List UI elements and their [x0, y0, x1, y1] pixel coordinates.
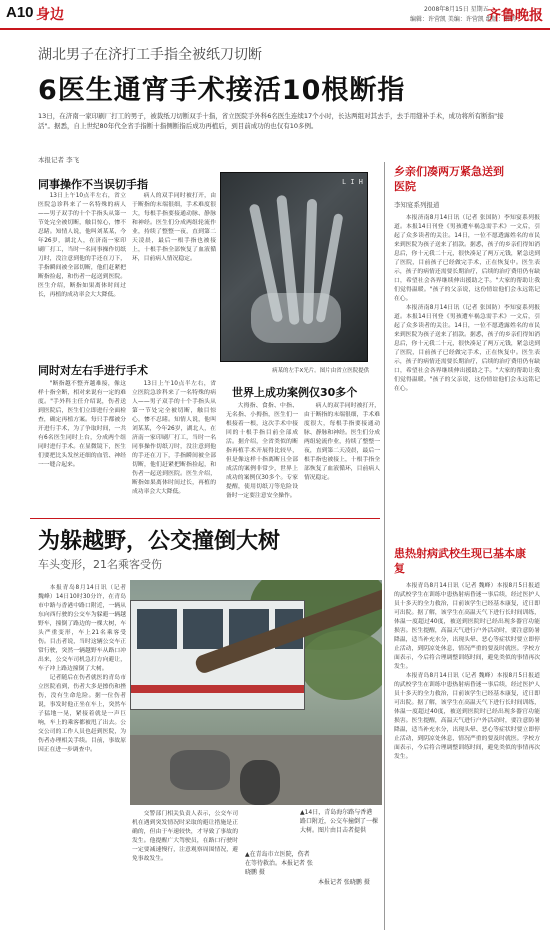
bus-accident-photo [130, 580, 382, 805]
sidebar-headline-2: 患热射病武校生现已基本康复 [394, 547, 526, 575]
page-number: A10 [6, 4, 34, 21]
body-col-3: "断指越不整齐越难接，像这样十指全断，相对来说有一定的难度。"手外科主任介绍说，伤者送到医院后，医生们立即进行全面检查，确定再植方案。每只手都被分开进行手术，为了争取时间，一共有6名医生同时上台，分成两个组同时进行手术。在显微镜下，医生们要把比头发丝还细的血管、神经一一缝合起来。 [38, 381, 126, 468]
body-col-4: 13日上午10点半左右，省立医院急诊科来了一名特殊的病人——男子双手的十个手指头从第一节处完全被切断，触目惊心，惨不忍睹。知情人说，他叫刘某某，今年26岁，湖北人，在济南一家印刷厂打工，当时一名同事操作切纸刀时，没注意到他的手还在刀下，手指瞬间被全部切断，他们赶紧把断指捡起，和伤者一起送到医院。医生介绍，断指如果离体时间过长，再植的成功率会大大降低。 [132, 381, 216, 495]
body-col-5: 大拇指、食指、中指、无名指、小拇指，医生们一根接着一根，这次手术中接回的十根手指目前全部成活。据介绍，全省类似的断指再植手术开展得比较早，但是像这样十指离断且全部成活的案例非常少，世界上成功的案例仅30多个。专家提醒，使用切纸刀等危险设备时一定要注意安全操作。 [226, 403, 298, 499]
xray-label: L I H [341, 179, 363, 187]
bus-subheadline: 车头变形，21名乘客受伤 [38, 558, 162, 571]
xray-caption: 病某的左手X光片。图片由省立医院提供 [272, 368, 370, 374]
story-kicker: 湖北男子在济打工手指全被纸刀切断 [38, 47, 262, 63]
story-headline: 6医生通宵手术接活10根断指 [38, 75, 406, 106]
body-col-6: 病人的双手同时被打开，由于断指的末端很细，手术难度很大，每根手指要接通动脉、静脉和神经。医生们分成两组轮流作业，持续了整整一夜，直到第二天凌晨，最后一根手指也被接上，十根手指全部恢复了血液循环，目前病人情况稳定。 [304, 403, 380, 481]
sidebar-byline-1: 李知宴系列报道 [394, 201, 440, 209]
sidebar-body-2: 本报青岛8月14日讯（记者 魏峰）本报8月5日报道的武校学生在训练中患热射病昏迷一事后续，经过医护人员十多天的全力救治，目前该学生已经基本康复，近日即可出院。据了解，该学生在高温天气下进行长时间训练，体温一度超过40度，被送到医院时已经出现多器官功能损害。医生提醒，高温天气进行户外活动时，要注意防暑降温，适当补充水分，出现头晕、恶心等症状时要立即停止活动，到阴凉处休息，情况严重的要及时就医。学校方面表示，今后将合理调整训练时间，避免类似的事情再次发生。 本报青岛8月14日讯（记者 魏峰）本报8月5日报道的武校学生在训练中患热射病昏迷一事后续，经过医护人员十多天的全力救治，目前该学生已经基本康复，近日即可出院。据了解，该学生在高温天气下进行长时间训练，体温一度超过40度，被送到医院时已经出现多器官功能损害。医生提醒，高温天气进行户外活动时，要注意防暑降温，适当补充水分，出现头晕、恶心等症状时要立即停止活动，到阴凉处休息，情况严重的要及时就医。学校方面表示，今后将合理调整训练时间，避免类似的事情再次发生。 [394, 583, 540, 760]
story-byline: 本报记者 李飞 [38, 156, 80, 164]
bus-body-2: 交警部门相关负责人表示，公交车司机在遇到突发情况时采取的避让措施是正确的，但由于车速较快，才导致了事故的发生。他提醒广大驾驶员，在路口行驶时一定要减速慢行，注意观察周围情况，避免事故发生。 [132, 811, 238, 862]
subhead-2: 同时对左右手进行手术 [38, 364, 148, 377]
hospital-photo-caption: ▲在青岛市立医院，伤者在等待救治。本报记者 张晓鹏 摄 [245, 851, 313, 876]
newspaper-logo: 齐鲁晚报 [487, 8, 543, 24]
sidebar-body-1: 本报济南8月14日讯（记者 张国防）李知宴系列报道。本报14日刊登《男孩遭车祸急需手术》一文后，引起了众多读者的关注。14日，一位不愿透露姓名的市民来到医院为孩子送来了捐款。据悉，孩子的乡亲们得知消息后，你十元我二十元，很快凑足了两万元钱，紧急送到了医院，目前孩子已经做完手术，正在恢复中。医生表示，孩子的病情还需要长期治疗，后续的治疗费用仍有缺口，希望社会各界继续伸出援助之手。"大家的帮助让我们觉得温暖。"孩子的父亲说，这份情谊他们会永远铭记在心。 本报济南8月14日讯（记者 张国防）李知宴系列报道。本报14日刊登《男孩遭车祸急需手术》一文后，引起了众多读者的关注。14日，一位不愿透露姓名的市民来到医院为孩子送来了捐款。据悉，孩子的乡亲们得知消息后，你十元我二十元，很快凑足了两万元钱，紧急送到了医院，目前孩子已经做完手术，正在恢复中。医生表示，孩子的病情还需要长期治疗，后续的治疗费用仍有缺口，希望社会各界继续伸出援助之手。"大家的帮助让我们觉得温暖。"孩子的父亲说，这份情谊他们会永远铭记在心。 [394, 215, 540, 392]
sidebar-headline-1: 乡亲们凑两万紧急送到医院 [394, 165, 504, 193]
page-header [0, 0, 550, 30]
issue-date: 2008年8月15日 星期五 [424, 6, 489, 13]
subhead-3: 世界上成功案例仅30多个 [232, 386, 358, 399]
body-col-2: 病人的双手同时被打开，由于断指的末端很细，手术难度很大，每根手指要接通动脉、静脉和神经。医生们分成两组轮流作业，持续了整整一夜，直到第二天凌晨，最后一根手指也被接上，十根手指全部恢复了血液循环，目前病人情况稳定。 [132, 193, 216, 262]
photo-credit: 本报记者 张晓鹏 摄 [318, 879, 370, 886]
subhead-1: 同事操作不当误切手指 [38, 178, 148, 191]
xray-photo [220, 172, 368, 362]
bus-photo-caption: ▲14日，青岛海尔路与香港路口附近，公交车撞倒了一棵大树。图片由目击者提供 [300, 809, 379, 834]
story-lead: 13日，在济南一家印刷厂打工的男子，被裁纸刀切断双手十指，省立医院手外科6名医生连续17个小时，长达两组对其去手，去手用缝补手术，成功将所有断指"接活"。据悉，自上世纪80年代全省手指断十指侧断指后成功再植后，到目前成功的也仅有10多例。 [38, 112, 504, 130]
section-rule [30, 518, 380, 519]
editor-credits: 编辑：许营凯 美编：许营凯 组版：秦明 [410, 16, 516, 23]
section-name: 身边 [36, 7, 64, 23]
sidebar-divider [384, 162, 385, 930]
body-col-1: 13日上午10点半左右，省立医院急诊科来了一名特殊的病人——男子双手的十个手指头从第一节处完全被切断，触目惊心，惨不忍睹。知情人说，他叫刘某某，今年26岁，湖北人，在济南一家印刷厂打工，当时一名同事操作切纸刀时，没注意到他的手还在刀下，手指瞬间被全部切断，他们赶紧把断指捡起，和伤者一起送到医院。医生介绍，断指如果离体时间过长，再植的成功率会大大降低。 [38, 193, 126, 298]
bus-body-1: 本报青岛8月14日讯（记者 魏峰）14日10时30分许，在青岛市中路与香港中路口附近，一辆从东向西行驶的公交车为躲避一辆越野车，撞倒了路边的一棵大树，车头严重变形，车上21名乘客受伤。目击者说，当时这辆公交车正常行驶，突然一辆越野车从路口冲出来，公交车司机急打方向避让，车子冲上路边撞倒了大树。 记者随后在伤者就医的青岛市立医院看到，伤者大多是擦伤和挫伤，没有生命危险。据一位伤者说，事发时他正坐在车上，突然车子猛地一晃，紧接着就是一声巨响，车上的乘客都被甩了出去。公交公司的工作人员也赶到医院，为伤者办理相关手续。目前，事故原因正在进一步调查中。 [38, 585, 126, 753]
bus-headline: 为躲越野，公交撞倒大树 [38, 529, 281, 554]
